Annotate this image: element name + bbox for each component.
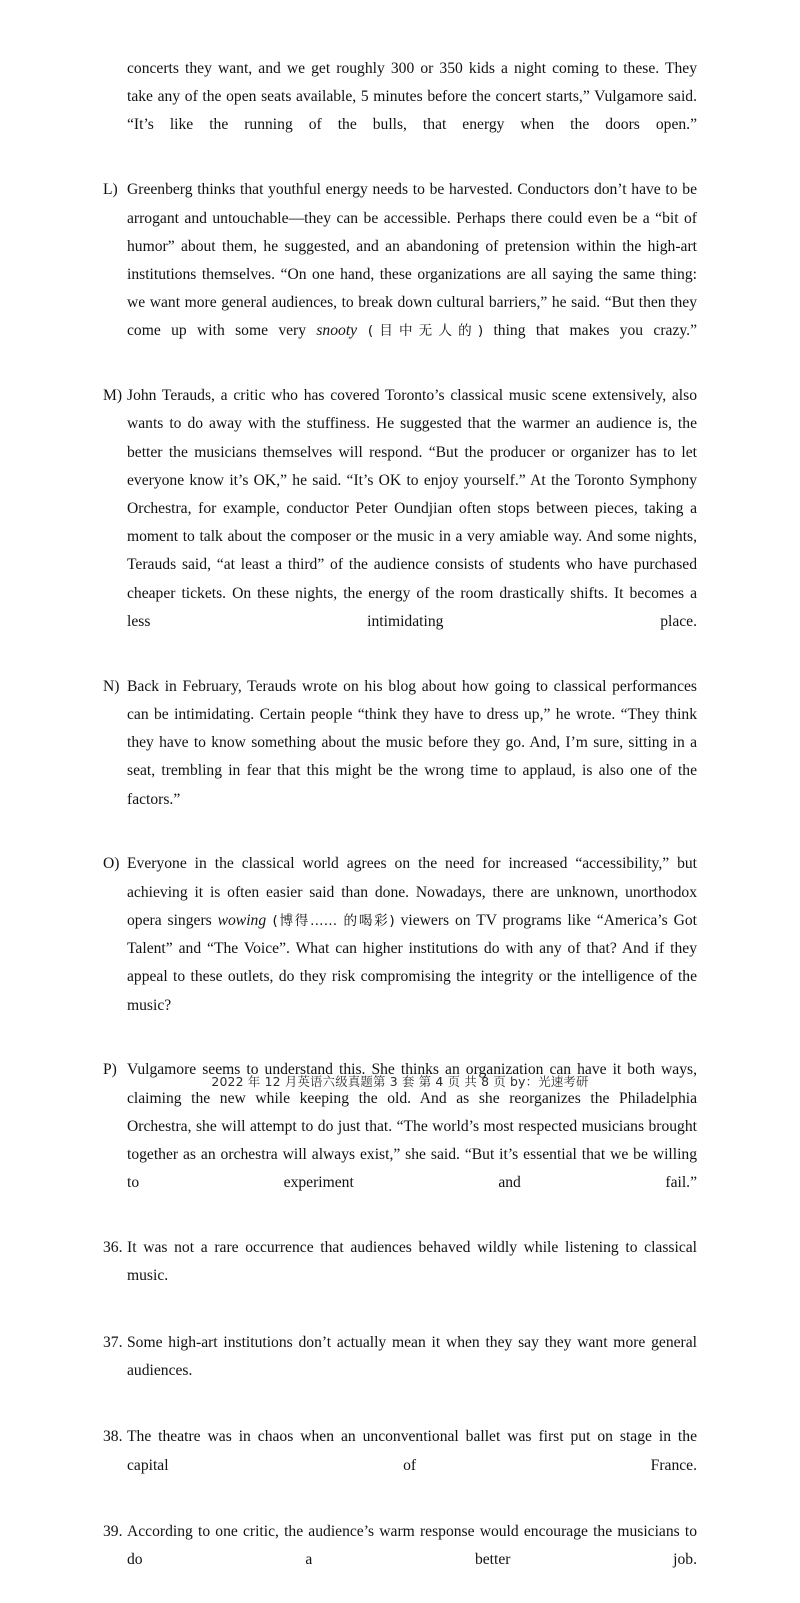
question-number-39: 39.: [103, 1522, 123, 1540]
paragraph-marker-O: O): [103, 855, 120, 873]
question-text-36: It was not a rare occurrence that audiences behaved wildly while listening to classical music.: [127, 1239, 697, 1285]
paragraph-text-L: [127, 176, 697, 373]
paragraph-M: [103, 382, 697, 664]
text-before-gloss-wowing: Everyone in the classical world agrees on the need for increased “accessibility,” but achieving it is often easier said than done. Nowadays, there are unknown, unorthodox opera singers: [127, 855, 697, 929]
question-item-36[interactable]: [103, 1234, 697, 1319]
paragraph-text: concerts they want, and we get roughly 300 or 350 kids a night coming to these. They take any of the open seats available, 5 minutes before the concert starts,” Vulgamore said. “It’s like the running of the bulls, that energy when the doors open.”: [127, 60, 697, 134]
question-item-39[interactable]: [103, 1518, 697, 1603]
paragraph-marker-L: L): [103, 181, 118, 199]
passage-body: [103, 55, 697, 1603]
paragraph-text-N: Back in February, Terauds wrote on his blog about how going to classical performances can be intimidating. Certain people “think they have to dress up,” he wrote. “They think they have to know something about the music before they go. And, I’m sure, sitting in a seat, trembling in fear that this might be the wrong time to applaud, is also one of the factors.”: [127, 677, 697, 808]
question-number-37: 37.: [103, 1333, 123, 1351]
question-text-38: The theatre was in chaos when an unconventional ballet was first put on stage in the capital of France.: [127, 1428, 697, 1474]
text-after-gloss: thing that makes you crazy.”: [483, 322, 697, 340]
question-number-36: 36.: [103, 1239, 123, 1257]
text-before-gloss: Greenberg thinks that youthful energy needs to be harvested. Conductors don’t have to be arrogant and untouchable—they can be accessible. Perhaps there could even be a “bit of humor” about them, he suggested, and an abandoning of pretension within the high-art institutions themselves. “On one hand, these organizations are all saying the same thing: we want more general audiences, to break down cultural barriers,” he said. “But then they come up with some very: [127, 181, 697, 340]
paragraph-continuation: [103, 55, 697, 168]
text-after-gloss-wowing: viewers on TV programs like “America’s Got Talent” and “The Voice”. What can higher institutions do with any of that? And if they appeal to these outlets, do they risk compromising the integrity or the intelligence of the music?: [127, 911, 697, 1014]
question-item-37[interactable]: [103, 1329, 697, 1414]
paragraph-L: [103, 176, 697, 373]
paragraph-text-O: [127, 850, 697, 1047]
italic-term-wowing: wowing: [217, 911, 267, 929]
question-item-38[interactable]: [103, 1423, 697, 1508]
chinese-gloss-wowing: (博得…… 的喝彩): [266, 912, 395, 929]
chinese-gloss-snooty: (目中无人的): [357, 323, 484, 340]
page-footer: 2022 年 12 月英语六级真题第 3 套 第 4 页 共 8 页 by：光速考研: [211, 1074, 589, 1089]
paragraph-O: [103, 850, 697, 1047]
italic-term-snooty: snooty: [316, 322, 358, 340]
question-text-37: Some high-art institutions don’t actually mean it when they say they want more general audiences.: [127, 1333, 697, 1379]
paragraph-N: [103, 673, 697, 842]
question-number-38: 38.: [103, 1428, 123, 1446]
paragraph-text-P: Vulgamore seems to understand this. She thinks an organization can have it both ways, claiming the new while keeping the old. And as she reorganizes the Philadelphia Orchestra, she will attempt to do just that. “The world’s most respected musicians brought together as an orchestra will always exist,” she said. “But it’s essential that we be willing to experiment and fail.”: [127, 1061, 697, 1192]
paragraph-marker-M: M): [103, 387, 123, 405]
paragraph-marker-P: P): [103, 1061, 117, 1079]
paragraph-text-M: John Terauds, a critic who has covered Toronto’s classical music scene extensively, also wants to do away with the stuffiness. He suggested that the warmer an audience is, the better the musicians themselves will respond. “But the producer or organizer has to let everyone know it’s OK,” he said. “It’s OK to enjoy yourself.” At the Toronto Symphony Orchestra, for example, conductor Peter Oundjian often stops between pieces, taking a moment to talk about the composer or the music in a very amiable way. And some nights, Terauds said, “at least a third” of the audience consists of students who have purchased cheaper tickets. On these nights, the energy of the room drastically shifts. It becomes a less intimidating place.: [127, 387, 697, 630]
paragraph-marker-N: N): [103, 677, 120, 695]
question-text-39: According to one critic, the audience’s warm response would encourage the musicians to do a better job.: [127, 1522, 697, 1569]
